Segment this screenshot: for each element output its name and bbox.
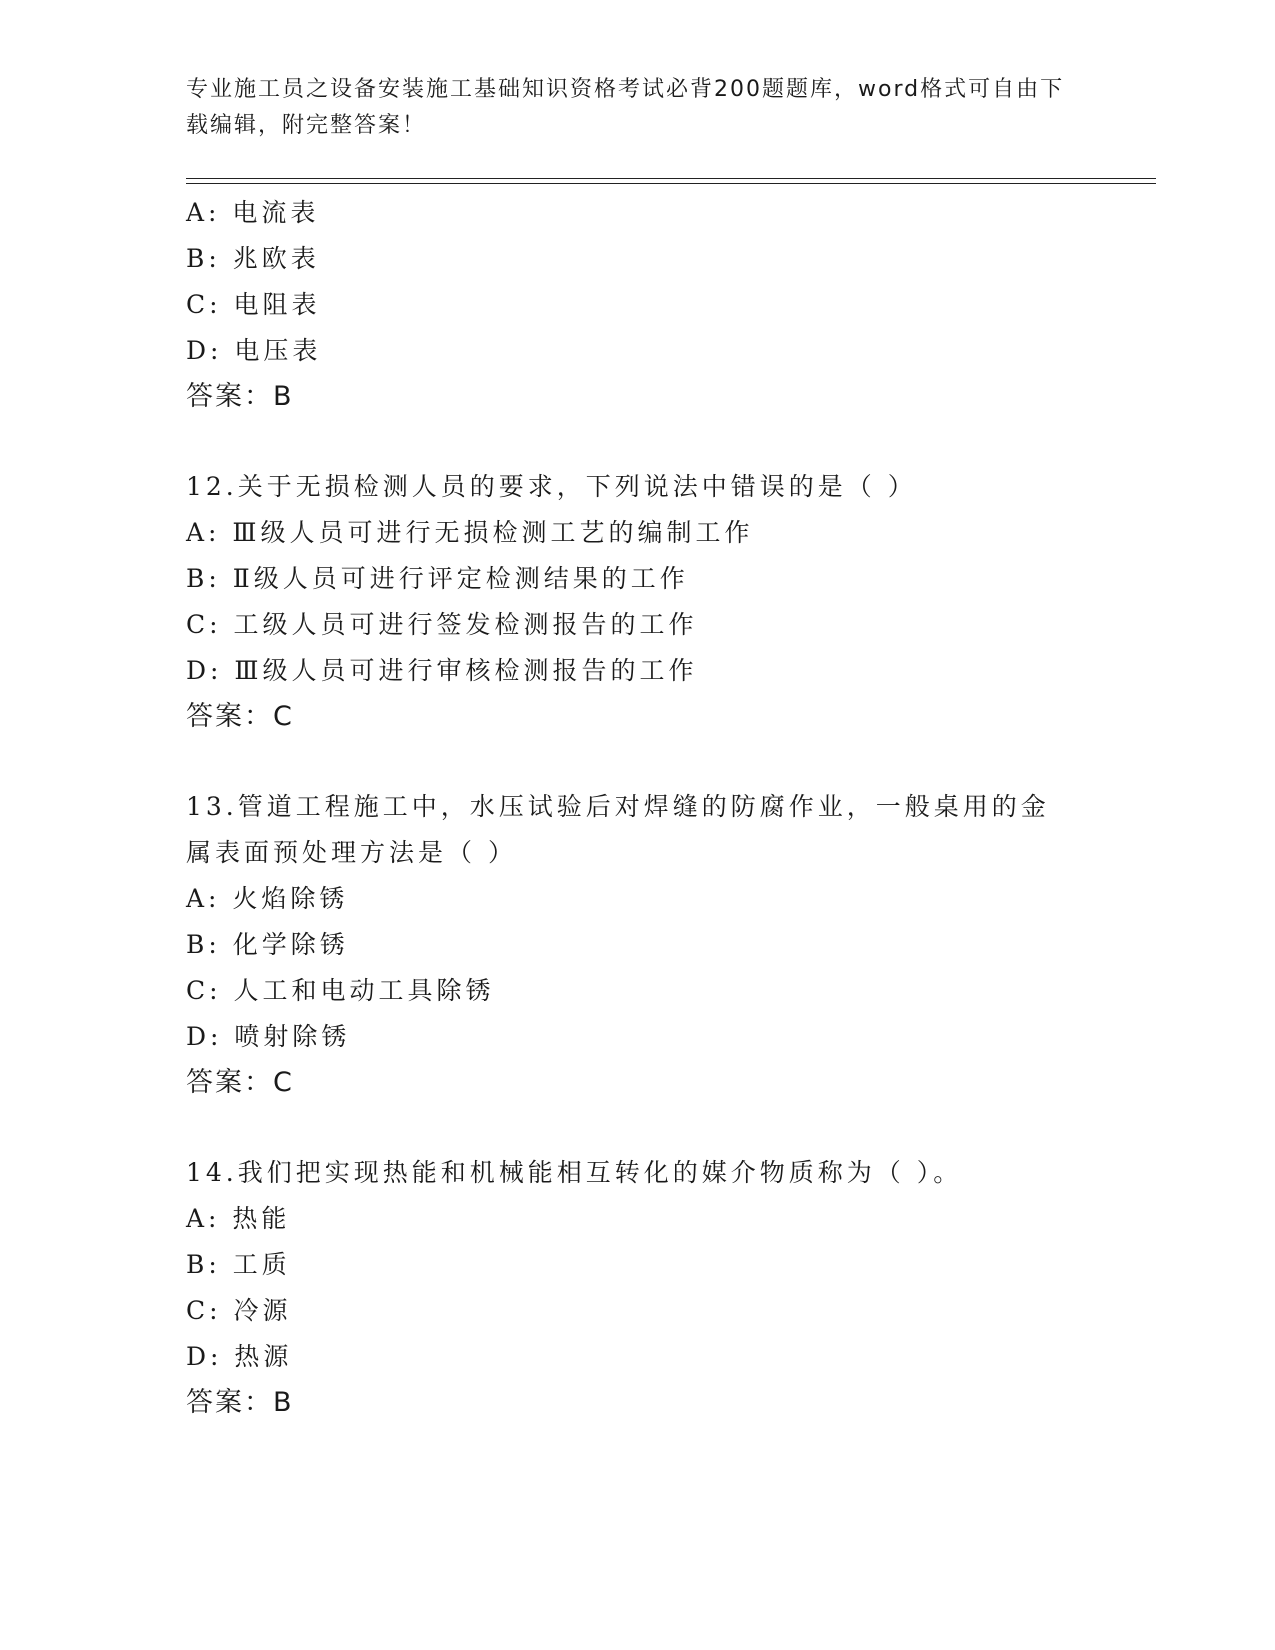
answer: 答案：B [186,381,294,412]
option-c: C: 冷源 [186,1296,292,1325]
question-text: 14.我们把实现热能和机械能相互转化的媒介物质称为（ ）。 [186,1158,963,1187]
answer: 答案：C [186,701,294,732]
option-b: B: 工质 [186,1250,291,1279]
header-divider-top [186,178,1156,179]
question-text: 13.管道工程施工中，水压试验后对焊缝的防腐作业，一般桌用的金属表面预处理方法是（ ） [186,792,1050,867]
answer: 答案：C [186,1067,294,1098]
option-a: A: 电流表 [186,198,320,227]
option-b: B: 化学除锈 [186,930,349,959]
document-body [186,190,1126,1426]
option-d: D: 喷射除锈 [186,1022,351,1051]
option-c: C: 工级人员可进行签发检测报告的工作 [186,610,698,639]
option-a: A: 热能 [186,1204,291,1233]
document-title: 专业施工员之设备安装施工基础知识资格考试必背200题题库，word格式可自由下载编辑，附完整答案！ [186,77,1065,138]
option-d: D: 电压表 [186,336,322,365]
question-14 [186,1150,1126,1426]
option-a: A: Ⅲ级人员可进行无损检测工艺的编制工作 [186,518,754,547]
option-d: D: 热源 [186,1342,293,1371]
option-b: B: Ⅱ级人员可进行评定检测结果的工作 [186,564,689,593]
question-13 [186,784,1126,1106]
option-a: A: 火焰除锈 [186,884,349,913]
option-d: D: Ⅲ级人员可进行审核检测报告的工作 [186,656,698,685]
answer: 答案：B [186,1387,294,1418]
option-c: C: 人工和电动工具除锈 [186,976,495,1005]
question-11 [186,190,1126,420]
option-b: B: 兆欧表 [186,244,320,273]
question-text: 12.关于无损检测人员的要求，下列说法中错误的是（ ） [186,472,917,501]
option-c: C: 电阻表 [186,290,321,319]
question-12 [186,464,1126,740]
header-divider-bottom [186,183,1156,184]
document-header [186,72,1066,144]
